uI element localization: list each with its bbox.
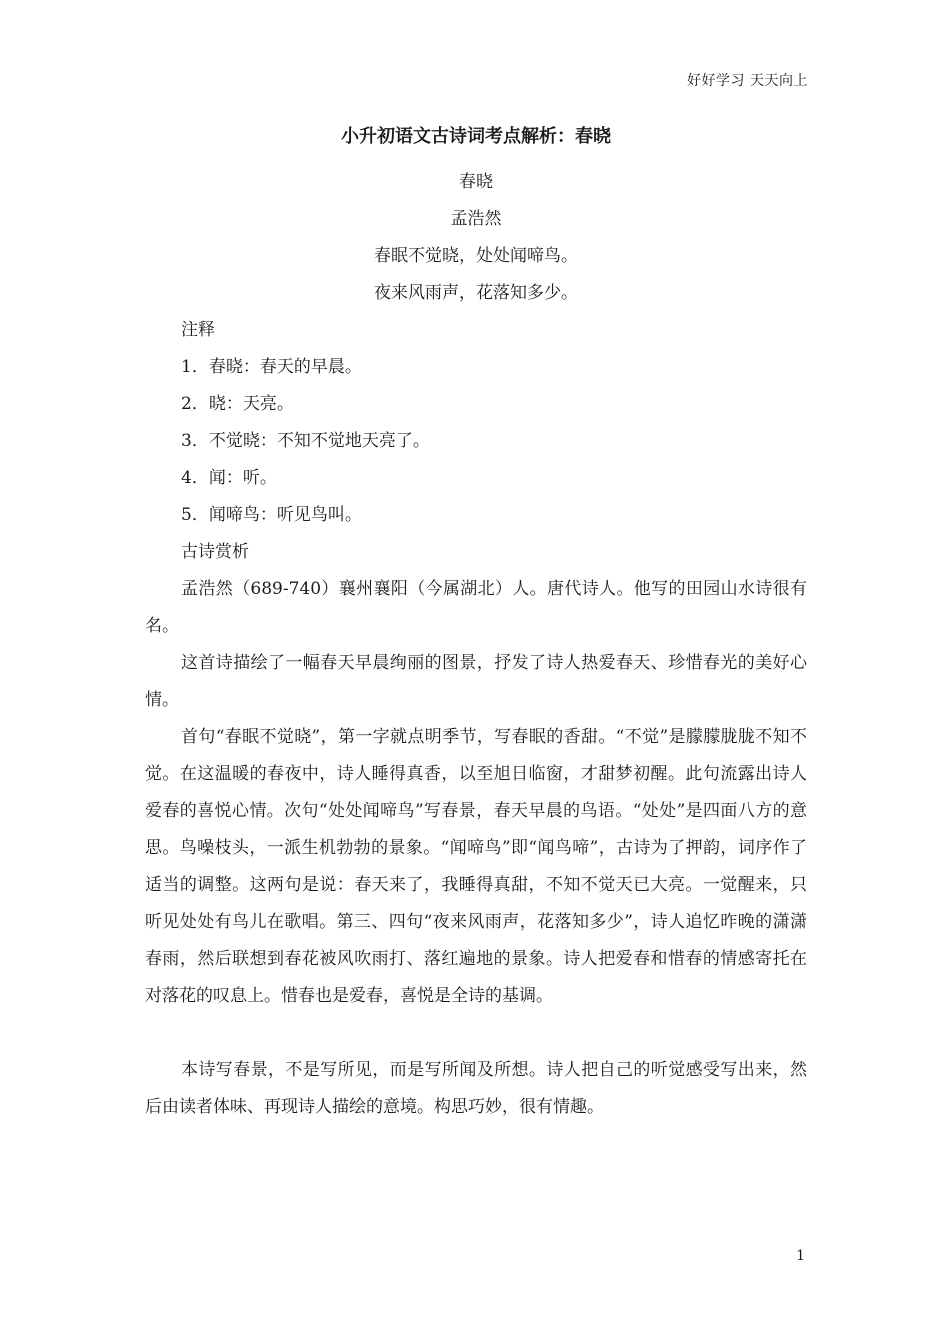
notes-heading: 注释 [181,320,215,340]
note-item: 1．春晓：春天的早晨。 [181,357,362,377]
poem-author: 孟浩然 [450,209,502,229]
note-item: 4．闻：听。 [181,468,277,488]
paragraph: 这首诗描绘了一幅春天早晨绚丽的图景，抒发了诗人热爱春天、珍惜春光的美好心情。 [145,653,807,710]
poem-title: 春晓 [459,172,493,192]
paragraph: 本诗写春景，不是写所见，而是写所闻及所想。诗人把自己的听觉感受写出来，然后由读者体味、再现诗人描绘的意境。构思巧妙，很有情趣。 [145,1060,807,1117]
page-number: 1 [796,1248,805,1264]
note-item: 3．不觉晓：不知不觉地天亮了。 [181,431,430,451]
poem-line: 夜来风雨声，花落知多少。 [374,283,578,303]
paragraph: 孟浩然（689-740）襄州襄阳（今属湖北）人。唐代诗人。他写的田园山水诗很有名。 [145,579,807,636]
note-item: 2．晓：天亮。 [181,394,294,414]
document-title: 小升初语文古诗词考点解析：春晓 [341,126,611,147]
poem-line: 春眠不觉晓，处处闻啼鸟。 [374,246,578,266]
page-header: 好好学习 天天向上 [687,73,808,89]
paragraph-gap [145,1015,807,1052]
document-body [145,118,807,1126]
paragraph: 首句“春眠不觉晓”，第一字就点明季节，写春眠的香甜。“不觉”是朦朦胧胧不知不觉。在这温暖的春夜中，诗人睡得真香，以至旭日临窗，才甜梦初醒。此句流露出诗人爱春的喜悦心情。次句“处处闻啼鸟”写春景，春天早晨的鸟语。“处处”是四面八方的意思。鸟噪枝头，一派生机勃勃的景象。“闻啼鸟”即“闻鸟啼”，古诗为了押韵，词序作了适当的调整。这两句是说：春天来了，我睡得真甜，不知不觉天已大亮。一觉醒来，只听见处处有鸟儿在歌唱。第三、四句“夜来风雨声，花落知多少”，诗人追忆昨晚的潇潇春雨，然后联想到春花被风吹雨打、落红遍地的景象。诗人把爱春和惜春的情感寄托在对落花的叹息上。惜春也是爱春，喜悦是全诗的基调。 [145,727,807,1006]
note-item: 5．闻啼鸟：听见鸟叫。 [181,505,362,525]
appreciation-heading: 古诗赏析 [181,542,249,562]
